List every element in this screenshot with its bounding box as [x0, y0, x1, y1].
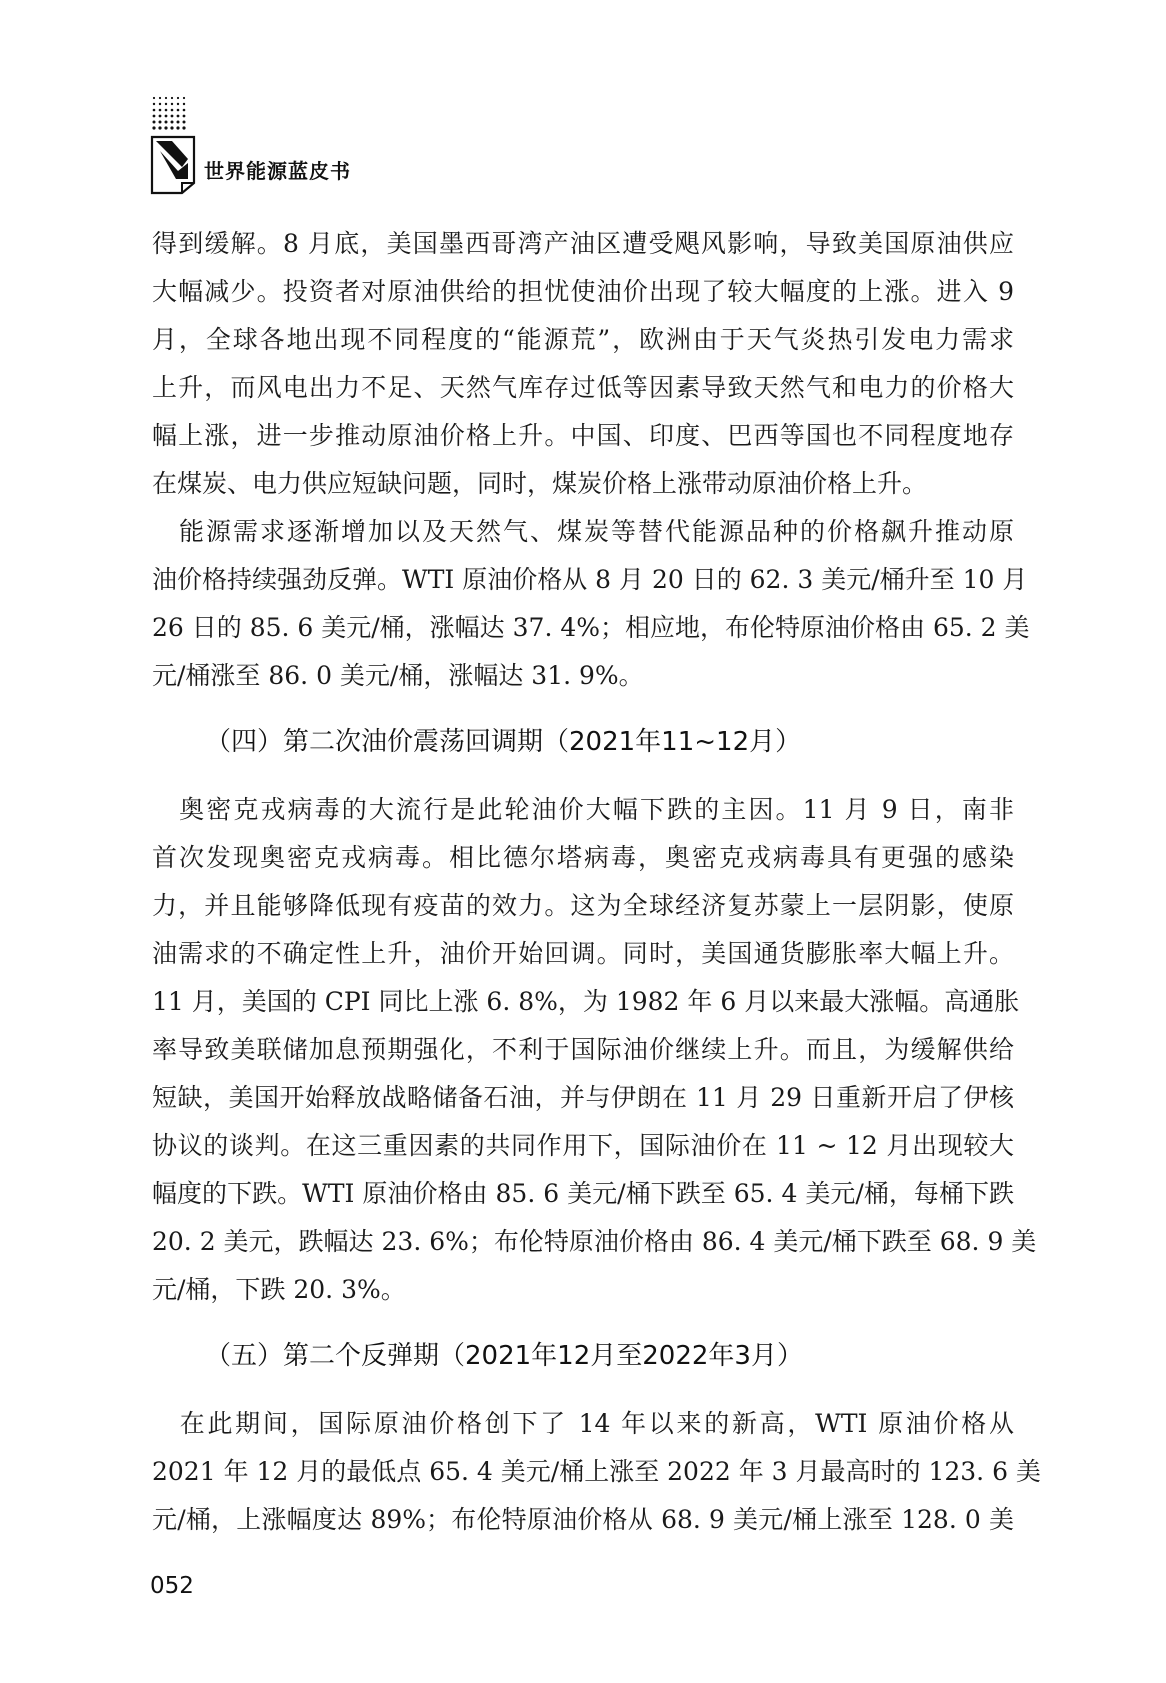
text-line: 协议的谈判。在这三重因素的共同作用下，国际油价在 11 ~ 12 月出现较大 — [152, 1131, 1014, 1160]
section-heading-4: （四）第二次油价震荡回调期（2021年11~12月） — [205, 727, 802, 757]
text-line: 幅上涨，进一步推动原油价格上升。中国、印度、巴西等国也不同程度地存 — [152, 421, 1014, 450]
dot-grid-decoration — [152, 96, 190, 132]
text-line: 26 日的 85. 6 美元/桶，涨幅达 37. 4%；相应地，布伦特原油价格由 65. 2 美 — [152, 613, 1030, 642]
text-line: 20. 2 美元，跌幅达 23. 6%；布伦特原油价格由 86. 4 美元/桶下跌至 68. 9 美 — [152, 1227, 1037, 1256]
text-line: 幅度的下跌。WTI 原油价格由 85. 6 美元/桶下跌至 65. 4 美元/桶，每桶下跌 — [152, 1179, 1014, 1208]
text-line: 奥密克戎病毒的大流行是此轮油价大幅下跌的主因。11 月 9 日，南非 — [152, 795, 1014, 824]
text-line: 力，并且能够降低现有疫苗的效力。这为全球经济复苏蒙上一层阴影，使原 — [152, 891, 1014, 920]
text-line: 上升，而风电出力不足、天然气库存过低等因素导致天然气和电力的价格大 — [152, 373, 1014, 402]
text-line: 油价格持续强劲反弹。WTI 原油价格从 8 月 20 日的 62. 3 美元/桶升至 10 月 — [152, 565, 1028, 594]
text-line: 率导致美联储加息预期强化，不利于国际油价继续上升。而且，为缓解供给 — [152, 1035, 1014, 1064]
text-line: 大幅减少。投资者对原油供给的担忧使油价出现了较大幅度的上涨。进入 9 — [152, 277, 1014, 306]
page-number: 052 — [150, 1573, 194, 1599]
text-line: 油需求的不确定性上升，油价开始回调。同时，美国通货膨胀率大幅上升。 — [152, 939, 1014, 968]
text-line: 元/桶涨至 86. 0 美元/桶，涨幅达 31. 9%。 — [152, 661, 644, 690]
text-line: 在煤炭、电力供应短缺问题，同时，煤炭价格上涨带动原油价格上升。 — [152, 469, 928, 498]
text-line: 元/桶，上涨幅度达 89%；布伦特原油价格从 68. 9 美元/桶上涨至 128. 0 美 — [152, 1505, 1014, 1534]
series-title: 世界能源蓝皮书 — [204, 159, 351, 183]
text-line: 2021 年 12 月的最低点 65. 4 美元/桶上涨至 2022 年 3 月最高时的 123. 6 美 — [152, 1457, 1041, 1486]
text-line: 11 月，美国的 CPI 同比上涨 6. 8%，为 1982 年 6 月以来最大涨幅。高通胀 — [152, 987, 1020, 1016]
folded-page-logo-icon — [150, 135, 196, 195]
text-line: 首次发现奥密克戎病毒。相比德尔塔病毒，奥密克戎病毒具有更强的感染 — [152, 843, 1014, 872]
text-line: 月，全球各地出现不同程度的“能源荒”，欧洲由于天气炎热引发电力需求 — [152, 325, 1014, 354]
text-line: 得到缓解。8 月底，美国墨西哥湾产油区遭受飓风影响，导致美国原油供应 — [152, 229, 1014, 258]
text-line: 元/桶，下跌 20. 3%。 — [152, 1275, 406, 1304]
text-line: 在此期间，国际原油价格创下了 14 年以来的新高，WTI 原油价格从 — [152, 1409, 1014, 1438]
section-heading-5: （五）第二个反弹期（2021年12月至2022年3月） — [205, 1341, 803, 1371]
text-line: 短缺，美国开始释放战略储备石油，并与伊朗在 11 月 29 日重新开启了伊核 — [152, 1083, 1014, 1112]
text-line: 能源需求逐渐增加以及天然气、煤炭等替代能源品种的价格飙升推动原 — [152, 517, 1014, 546]
